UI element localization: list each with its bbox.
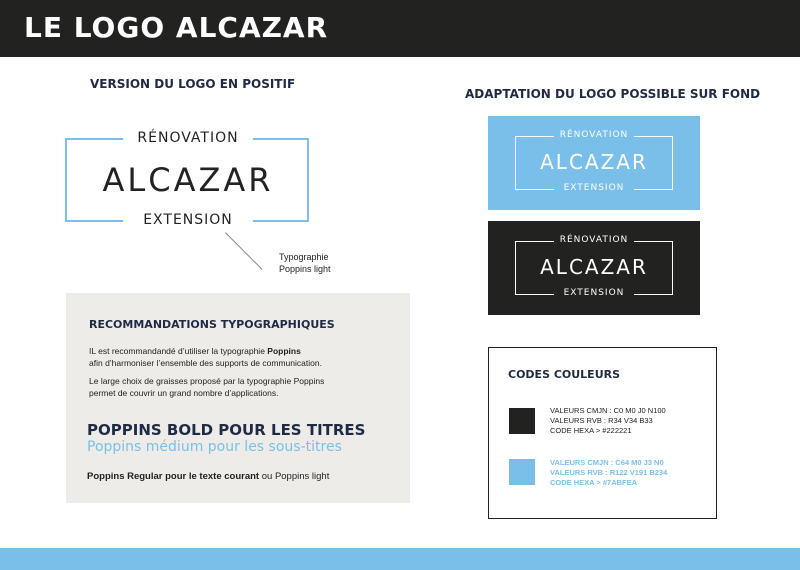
logo-alcazar-text: ALCAZAR	[540, 255, 648, 279]
page-title: LE LOGO ALCAZAR	[24, 11, 329, 44]
alcazar-logo-positive	[63, 128, 313, 228]
logo-renovation-text: RÉNOVATION	[559, 235, 629, 245]
body-style-sample: Poppins Regular pour le texte courant ou Poppins light	[87, 471, 330, 482]
logo-extension-text: EXTENSION	[563, 183, 625, 193]
adaptation-section-title: ADAPTATION DU LOGO POSSIBLE SUR FOND	[465, 87, 761, 101]
logo-extension-text: EXTENSION	[143, 212, 233, 228]
logo-alcazar-text: ALCAZAR	[102, 161, 274, 199]
subtitle-style-sample: Poppins médium pour les sous-titres	[87, 439, 342, 455]
header-bar	[0, 0, 800, 57]
reco-paragraph-1: IL est recommandandé d’utiliser la typographie Poppins afin d’harmoniser l’ensemble des supports de communication.	[89, 346, 322, 368]
reco-title: RECOMMANDATIONS TYPOGRAPHIQUES	[89, 318, 335, 331]
blue-color-values: VALEURS CMJN : C64 M0 J3 N0 VALEURS RVB : R122 V191 B234 CODE HEXA > #7ABFEA	[550, 458, 668, 487]
positive-section-title: VERSION DU LOGO EN POSITIF	[90, 77, 296, 91]
logo-alcazar-text: ALCAZAR	[540, 150, 648, 174]
dark-color-values: VALEURS CMJN : C0 M0 J0 N100 VALEURS RVB : R34 V34 B33 CODE HEXA > #222221	[550, 406, 666, 435]
reco-paragraph-2: Le large choix de graisses proposé par la typographie Poppins permet de couvrir un grand nombre d’applications.	[89, 376, 325, 398]
blue-color-swatch	[509, 459, 535, 485]
dark-color-swatch	[509, 408, 535, 434]
logo-on-blue-background	[488, 116, 700, 210]
color-codes-panel	[488, 347, 717, 519]
typography-callout: Typographie Poppins light	[279, 252, 331, 274]
codes-title: CODES COULEURS	[508, 368, 621, 381]
footer-bar	[0, 548, 800, 570]
logo-renovation-text: RÉNOVATION	[137, 130, 239, 146]
title-style-sample: POPPINS BOLD POUR LES TITRES	[87, 421, 366, 439]
logo-renovation-text: RÉNOVATION	[559, 130, 629, 140]
callout-line	[225, 232, 262, 269]
logo-extension-text: EXTENSION	[563, 288, 625, 298]
typography-recommendations-panel	[66, 293, 410, 503]
logo-on-black-background	[488, 221, 700, 315]
